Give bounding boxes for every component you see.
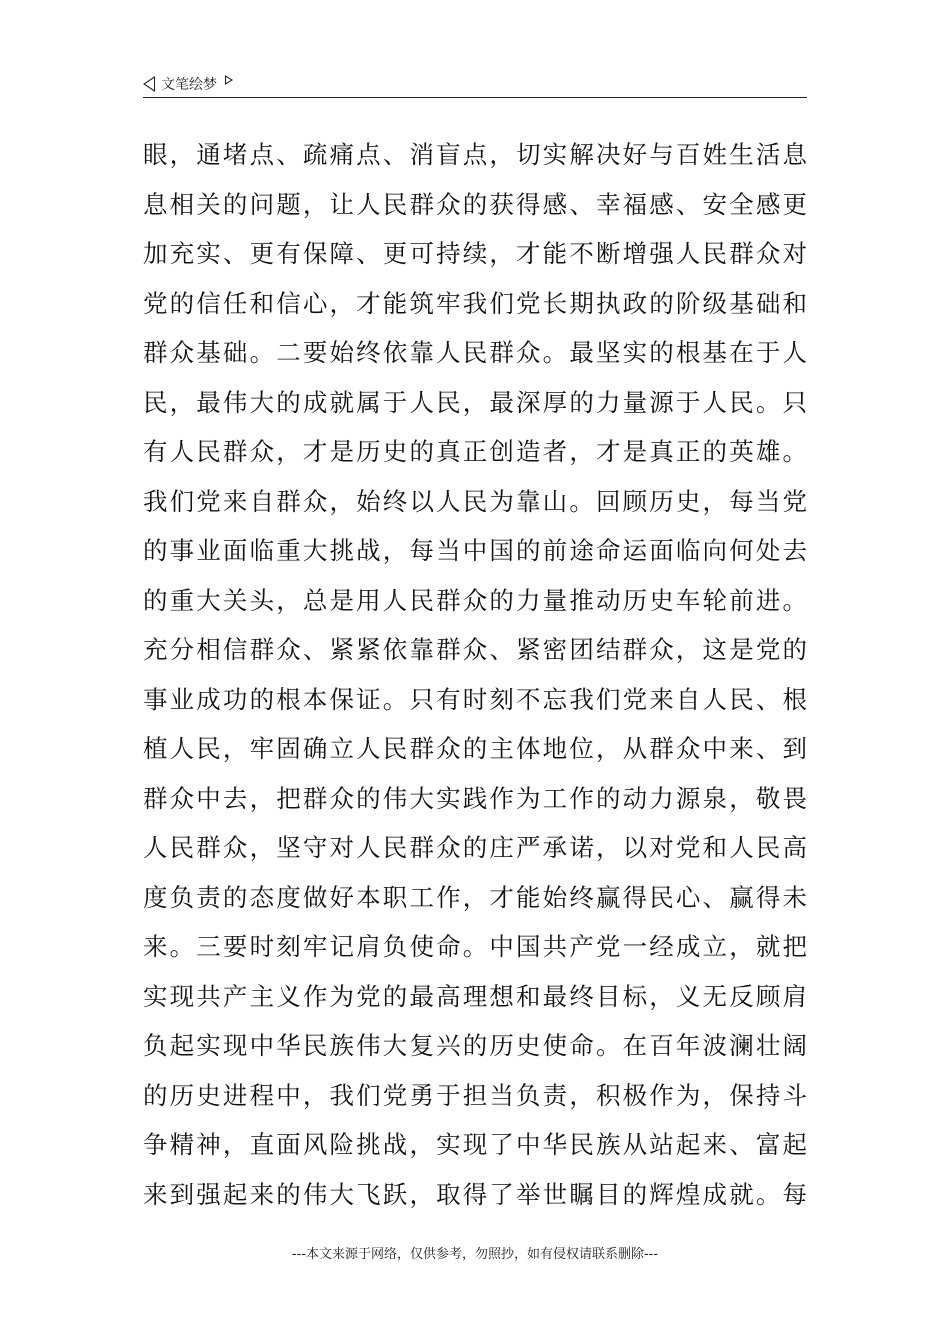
text-line: 人民群众，坚守对人民群众的庄严承诺，以对党和人民高: [143, 833, 807, 862]
page-header: [143, 70, 807, 100]
text-line: 植人民，牢固确立人民群众的主体地位，从群众中来、到: [143, 734, 807, 763]
text-line: 群众基础。二要始终依靠人民群众。最坚实的根基在于人: [143, 338, 807, 367]
text-line: 来。三要时刻牢记肩负使命。中国共产党一经成立，就把: [143, 932, 807, 961]
text-line: 度负责的态度做好本职工作，才能始终赢得民心、赢得未: [143, 882, 807, 912]
text-line: 的事业面临重大挑战，每当中国的前途命运面临向何处去: [143, 536, 807, 565]
text-line: 的重大关头，总是用人民群众的力量推动历史车轮前进。: [143, 585, 807, 615]
text-line: 民，最伟大的成就属于人民，最深厚的力量源于人民。只: [143, 387, 807, 417]
text-line: 眼，通堵点、疏痛点、消盲点，切实解决好与百姓生活息: [143, 140, 807, 169]
left-triangle-icon: [143, 76, 155, 92]
text-line: 群众中去，把群众的伟大实践作为工作的动力源泉，敬畏: [143, 783, 807, 813]
text-line: 有人民群众，才是历史的真正创造者，才是真正的英雄。: [143, 437, 807, 466]
body-text: [143, 130, 807, 1219]
text-line: 息相关的问题，让人民群众的获得感、幸福感、安全感更: [143, 189, 807, 219]
text-line: 争精神，直面风险挑战，实现了中华民族从站起来、富起: [143, 1130, 807, 1159]
text-line: 实现共产主义作为党的最高理想和最终目标，义无反顾肩: [143, 981, 807, 1011]
text-line: 的历史进程中，我们党勇于担当负责，积极作为，保持斗: [143, 1080, 807, 1110]
text-line: 事业成功的根本保证。只有时刻不忘我们党来自人民、根: [143, 684, 807, 714]
header-brand: [143, 74, 233, 94]
text-line: 加充实、更有保障、更可持续，才能不断增强人民群众对: [143, 239, 807, 268]
text-line: 我们党来自群众，始终以人民为靠山。回顾历史，每当党: [143, 486, 807, 516]
text-line: 充分相信群众、紧紧依靠群众、紧密团结群众，这是党的: [143, 635, 807, 664]
text-line: 党的信任和信心，才能筑牢我们党长期执政的阶级基础和: [143, 288, 807, 318]
brand-name: 文笔绘梦: [161, 77, 217, 93]
right-triangle-icon: [225, 75, 233, 85]
header-divider: [143, 97, 807, 98]
text-line: 来到强起来的伟大飞跃，取得了举世瞩目的辉煌成就。每: [143, 1179, 807, 1209]
footer-notice: ---本文来源于网络，仅供参考，勿照抄，如有侵权请联系删除---: [291, 1247, 659, 1262]
text-line: 负起实现中华民族伟大复兴的历史使命。在百年波澜壮阔: [143, 1031, 807, 1060]
